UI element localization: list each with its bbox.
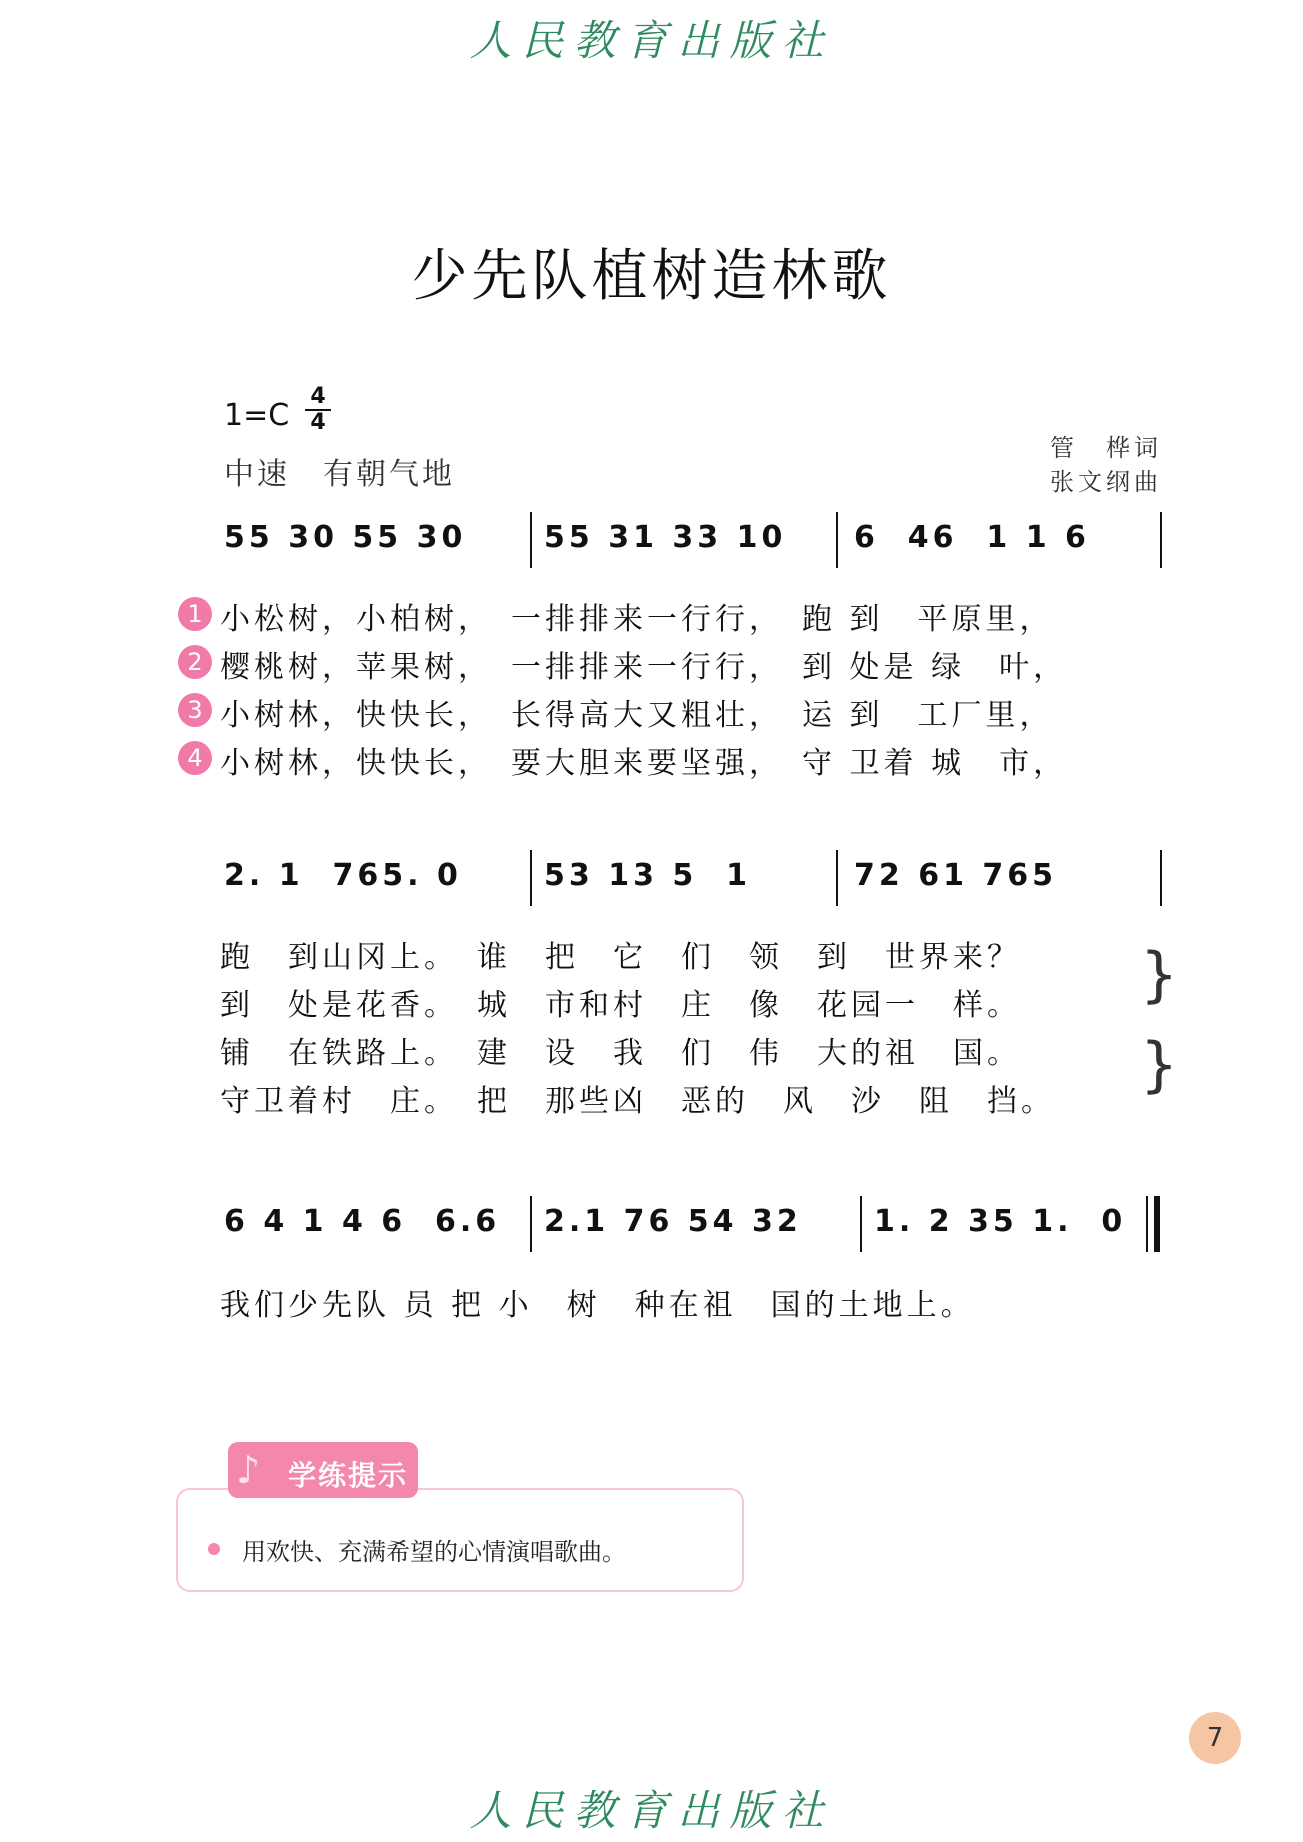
measure-1: 55 30 55 30 [224,520,467,555]
time-signature [305,386,331,434]
lyric-line-1: 跑 到山冈上。 谁 把 它 们 领 到 世界来？ [220,940,1021,975]
barline [860,1196,862,1252]
measure-2: 55 31 33 10 [544,520,787,555]
barline [1160,512,1162,568]
barline [530,512,532,568]
lyricist-credit: 管 桦词 [1050,434,1162,462]
meter-bottom: 4 [310,410,326,435]
publisher-logo-top: 人民教育出版社 [469,16,834,65]
notation-row-2 [224,850,1162,906]
barline [836,512,838,568]
notation-row-3 [224,1196,1162,1252]
meter-top: 4 [310,384,326,409]
verse-number-badge: 2 [178,645,212,679]
barline [530,850,532,906]
verse-number-badge: 4 [178,741,212,775]
repeat-brace: } [1140,940,1179,1010]
lyric-line-2: 到 处是花香。 城 市和村 庄 像 花园一 样。 [220,988,1021,1023]
measure-4: 2. 1 765. 0 [224,858,462,893]
composer-credit: 张文纲曲 [1050,468,1162,496]
measure-3: 6 46 1 1 6 [854,520,1090,555]
tips-tab [228,1442,418,1498]
lyric-verse-3: 小树林，快快长， 长得高大又粗壮， 运 到 工厂里， [220,698,1054,733]
measure-9: 1. 2 35 1. 0 [874,1204,1127,1239]
measure-7: 6 4 1 4 6 6.6 [224,1204,501,1239]
publisher-logo-bottom: 人民教育出版社 [469,1786,834,1835]
lyric-verse-1: 小松树，小柏树， 一排排来一行行， 跑 到 平原里， [220,602,1054,637]
music-note-icon: ♪ [236,1448,261,1492]
tempo-marking: 中速 有朝气地 [224,457,455,492]
final-barline [1154,1196,1160,1252]
measure-8: 2.1 76 54 32 [544,1204,802,1239]
measure-6: 72 61 765 [854,858,1058,893]
barline [530,1196,532,1252]
page-number: 7 [1189,1712,1241,1764]
verse-number-badge: 3 [178,693,212,727]
measure-5: 53 13 5 1 [544,858,752,893]
barline [836,850,838,906]
verse-number-badge: 1 [178,597,212,631]
notation-row-1 [224,512,1162,568]
lyric-line-3: 铺 在铁路上。 建 设 我 们 伟 大的祖 国。 [220,1036,1021,1071]
key-signature: 1=C [224,398,290,433]
lyric-verse-4: 小树林，快快长， 要大胆来要坚强， 守 卫着 城 市， [220,746,1068,781]
lyric-line-4: 守卫着村 庄。 把 那些凶 恶的 风 沙 阻 挡。 [220,1084,1055,1119]
tips-text: 用欢快、充满希望的心情演唱歌曲。 [242,1538,626,1566]
lyric-line-final: 我们少先队 员 把 小 树 种在祖 国的土地上。 [220,1288,975,1323]
barline [1160,850,1162,906]
song-title: 少先队植树造林歌 [411,244,892,309]
lyric-verse-2: 樱桃树，苹果树， 一排排来一行行， 到 处是 绿 叶， [220,650,1068,685]
repeat-brace: } [1140,1030,1179,1100]
bullet-icon [208,1543,220,1555]
tips-label: 学练提示 [288,1459,409,1492]
